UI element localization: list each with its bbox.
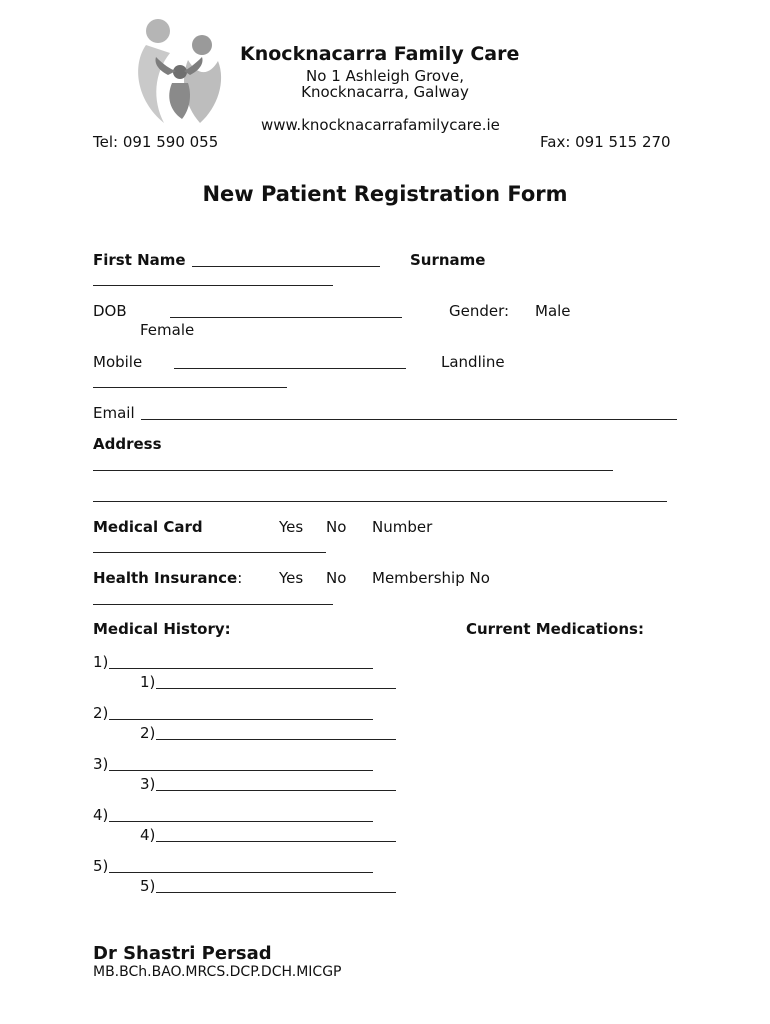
medical-card-number-field[interactable] [93,552,326,553]
medication-item-number: 1) [140,673,156,691]
medication-item-field[interactable] [156,841,396,842]
health-insurance-no[interactable]: No [326,569,347,587]
address-line-1: No 1 Ashleigh Grove, [306,67,464,85]
current-medications-label: Current Medications: [466,620,644,638]
gender-male-option[interactable]: Male [535,302,571,320]
first-name-field[interactable] [192,266,380,267]
address-field-line-2[interactable] [93,501,667,502]
fax: Fax: 091 515 270 [540,133,671,151]
telephone: Tel: 091 590 055 [93,133,219,151]
form-title: New Patient Registration Form [202,182,568,206]
history-item-field[interactable] [109,872,373,873]
medical-card-number-label: Number [372,518,433,536]
landline-label: Landline [441,353,505,371]
medication-item-field[interactable] [156,739,396,740]
medical-history-label: Medical History: [93,620,231,638]
medical-card-label: Medical Card [93,518,203,536]
doctor-name: Dr Shastri Persad [93,943,272,964]
history-item-field[interactable] [109,668,373,669]
gender-female-option[interactable]: Female [140,321,195,339]
medication-item-field[interactable] [156,688,396,689]
medication-item-field[interactable] [156,892,396,893]
address-line-2: Knocknacarra, Galway [301,83,469,101]
gender-label: Gender: [449,302,510,320]
history-item-number: 1) [93,653,109,671]
medication-item-number: 4) [140,826,156,844]
doctor-credentials: MB.BCh.BAO.MRCS.DCP.DCH.MICGP [93,964,342,980]
website: www.knocknacarrafamilycare.ie [261,116,500,134]
surname-label: Surname [410,251,486,269]
dob-field[interactable] [170,317,402,318]
family-logo [128,15,248,130]
address-field-line-1[interactable] [93,470,613,471]
history-item-field[interactable] [109,719,373,720]
medical-card-no[interactable]: No [326,518,347,536]
dob-label: DOB [93,302,127,320]
landline-field[interactable] [93,387,287,388]
medication-item-number: 3) [140,775,156,793]
health-insurance-yes[interactable]: Yes [279,569,304,587]
email-field[interactable] [141,419,677,420]
mobile-label: Mobile [93,353,143,371]
mobile-field[interactable] [174,368,406,369]
medication-item-field[interactable] [156,790,396,791]
history-item-number: 2) [93,704,109,722]
medication-item-number: 2) [140,724,156,742]
membership-field[interactable] [93,604,333,605]
history-item-field[interactable] [109,821,373,822]
practice-name: Knocknacarra Family Care [240,43,520,65]
history-item-number: 4) [93,806,109,824]
medication-item-number: 5) [140,877,156,895]
history-item-number: 5) [93,857,109,875]
first-name-label: First Name [93,251,186,269]
email-label: Email [93,404,135,422]
address-label: Address [93,435,162,453]
history-item-number: 3) [93,755,109,773]
membership-label: Membership No [372,569,490,587]
surname-field[interactable] [93,285,333,286]
health-insurance-label [93,569,242,587]
health-insurance-colon: : [237,569,243,587]
medical-card-yes[interactable]: Yes [279,518,304,536]
health-insurance-label-text: Health Insurance [93,569,238,587]
history-item-field[interactable] [109,770,373,771]
